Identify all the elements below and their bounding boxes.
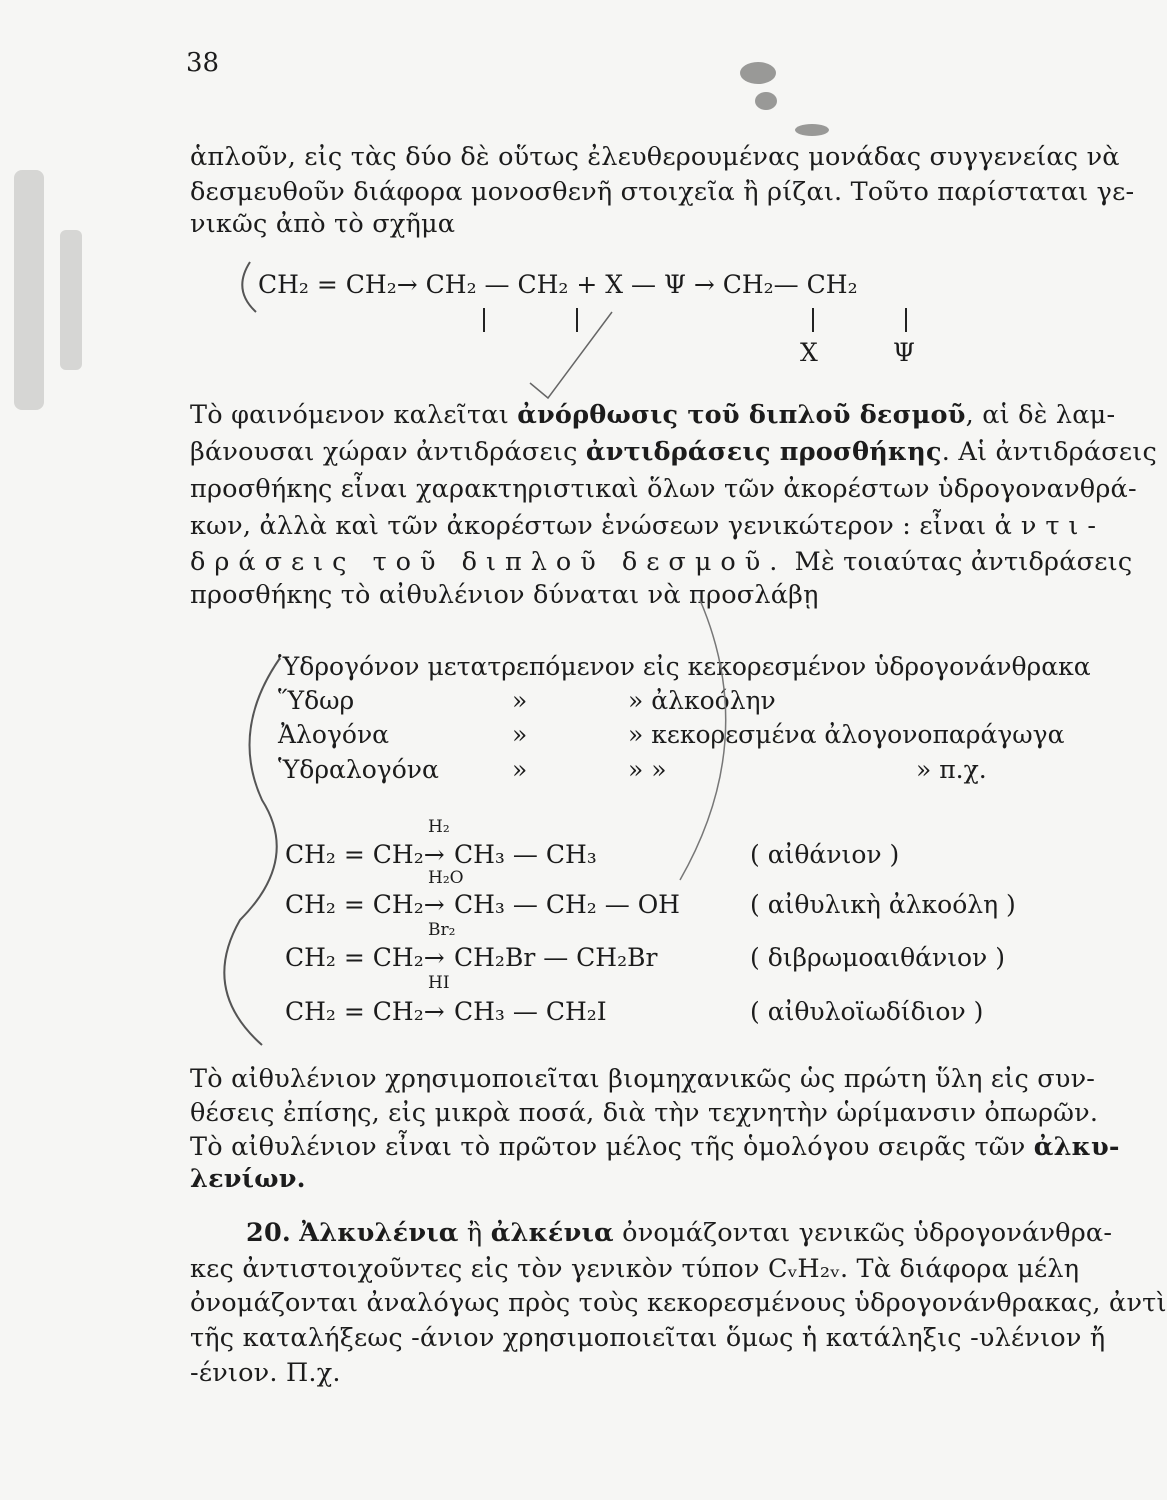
para2-line-1: Τὸ αἰθυλένιον χρησιμοποιεῖται βιομηχανικῶς ὡς πρώτη ὕλη εἰς συν-: [190, 1064, 1096, 1094]
term-addition-reactions: ἀντιδράσεις προσθήκης: [585, 437, 942, 467]
table-cell: » ἀλκοόλην: [628, 686, 776, 715]
table-row: Ὑδραλογόνα: [278, 755, 439, 784]
reagent-label: H₂O: [428, 868, 464, 888]
pencil-check: [530, 312, 612, 398]
reaction-name: ( διβρωμοαιθάνιον ): [750, 943, 1005, 972]
reagent-label: H₂: [428, 817, 450, 837]
reaction-name: ( αἰθυλικὴ ἀλκοόλη ): [750, 890, 1016, 919]
reagent-label: HI: [428, 973, 450, 993]
section-title-alkenes: ἀλκένια: [490, 1218, 614, 1248]
reaction-lhs: CH₂ = CH₂→: [285, 890, 445, 919]
reagent-label: Br₂: [428, 920, 456, 940]
table-row: Ὑδρογόνον μετατρεπόμενον εἰς κεκορεσμένον ὑδρογονάνθρακα: [278, 652, 1091, 681]
reaction-name: ( αἰθυλοϊωδίδιον ): [750, 997, 984, 1026]
spaced-term: δράσεις τοῦ διπλοῦ δεσμοῦ.: [190, 547, 787, 577]
table-cell: » »: [628, 755, 667, 784]
addition-scheme-equation: CH₂ = CH₂→ CH₂ — CH₂ + X — Ψ → CH₂— CH₂: [258, 270, 858, 299]
pencil-bracket-left: [242, 262, 256, 312]
page-number: 38: [186, 48, 220, 78]
scheme-psi-substituent: Ψ: [893, 338, 915, 367]
pencil-line-right: [680, 600, 726, 880]
reaction-rhs: CH₃ — CH₂ — OH: [454, 890, 680, 919]
reaction-name: ( αἰθάνιον ): [750, 840, 900, 869]
intro-line-2: δεσμευθοῦν διάφορα μονοσθενῆ στοιχεῖα ἢ ρίζαι. Τοῦτο παρίσταται γε-: [190, 177, 1135, 207]
para1-line-3: προσθήκης εἶναι χαρακτηριστικαὶ ὅλων τῶν ἀκορέστων ὑδρογονανθρά-: [190, 474, 1137, 504]
table-cell: » κεκορεσμένα ἀλογονοπαράγωγα: [628, 720, 1065, 749]
text: . Αἱ ἀντιδράσεις: [941, 437, 1157, 467]
table-ditto: »: [512, 720, 528, 749]
reaction-lhs: CH₂ = CH₂→: [285, 997, 445, 1026]
term-double-bond-opening: ἀνόρθωσις τοῦ διπλοῦ δεσμοῦ: [517, 400, 966, 430]
reaction-rhs: CH₃ — CH₂I: [454, 997, 607, 1026]
table-row: Ὕδωρ: [278, 686, 355, 715]
reaction-rhs: CH₃ — CH₃: [454, 840, 597, 869]
text: ὀνομάζονται γενικῶς ὑδρογονάνθρα-: [613, 1218, 1113, 1248]
intro-line-1: ἁπλοῦν, εἰς τὰς δύο δὲ οὕτως ἐλευθερουμένας μονάδας συγγενείας νὰ: [190, 142, 1120, 172]
table-cell: » π.χ.: [916, 755, 987, 784]
reaction-lhs: CH₂ = CH₂→: [285, 943, 445, 972]
scheme-x-substituent: X: [800, 338, 818, 367]
section-line-3: ὀνομάζονται ἀναλόγως πρὸς τοὺς κεκορεσμένους ὑδρογονάνθρακας, ἀντὶ: [190, 1288, 1167, 1318]
pencil-curve-left: [224, 658, 280, 1045]
section-line-5: -ένιον. Π.χ.: [190, 1358, 341, 1388]
reaction-rhs: CH₂Br — CH₂Br: [454, 943, 658, 972]
section-line-2: κες ἀντιστοιχοῦντες εἰς τὸν γενικὸν τύπον CᵥH₂ᵥ. Τὰ διάφορα μέλη: [190, 1254, 1080, 1284]
table-ditto: »: [512, 755, 528, 784]
section-number: 20.: [246, 1218, 291, 1248]
para1-line-6: προσθήκης τὸ αἰθυλένιον δύναται νὰ προσλάβῃ: [190, 580, 819, 610]
section-title-alkylenes: Ἀλκυλένια: [299, 1218, 459, 1248]
text: βάνουσαι χώραν ἀντιδράσεις: [190, 437, 586, 467]
spaced-term: ἀντι-: [994, 511, 1106, 541]
text: Τὸ αἰθυλένιον εἶναι τὸ πρῶτον μέλος τῆς ὁμολόγου σειρᾶς τῶν: [190, 1132, 1034, 1162]
text: , αἱ δὲ λαμ-: [965, 400, 1116, 430]
para2-line-4: λενίων.: [190, 1164, 306, 1194]
term-alkylenes: ἀλκυ-: [1033, 1132, 1120, 1162]
intro-line-3: νικῶς ἀπὸ τὸ σχῆμα: [190, 209, 456, 239]
text: Μὲ τοιαύτας ἀντιδράσεις: [786, 547, 1133, 577]
section-line-4: τῆς καταλήξεως -άνιον χρησιμοποιεῖται ὅμως ἡ κατάληξις -υλένιον ἤ: [190, 1323, 1106, 1353]
table-ditto: »: [512, 686, 528, 715]
para2-line-2: θέσεις ἐπίσης, εἰς μικρὰ ποσά, διὰ τὴν τεχνητὴν ὡρίμανσιν ὀπωρῶν.: [190, 1098, 1099, 1128]
table-row: Ἀλογόνα: [278, 720, 390, 749]
reaction-lhs: CH₂ = CH₂→: [285, 840, 445, 869]
text: Τὸ φαινόμενον καλεῖται: [190, 400, 518, 430]
text: κων, ἀλλὰ καὶ τῶν ἀκορέστων ἑνώσεων γενικώτερον : εἶναι: [190, 511, 995, 541]
text: ἢ: [458, 1218, 491, 1248]
